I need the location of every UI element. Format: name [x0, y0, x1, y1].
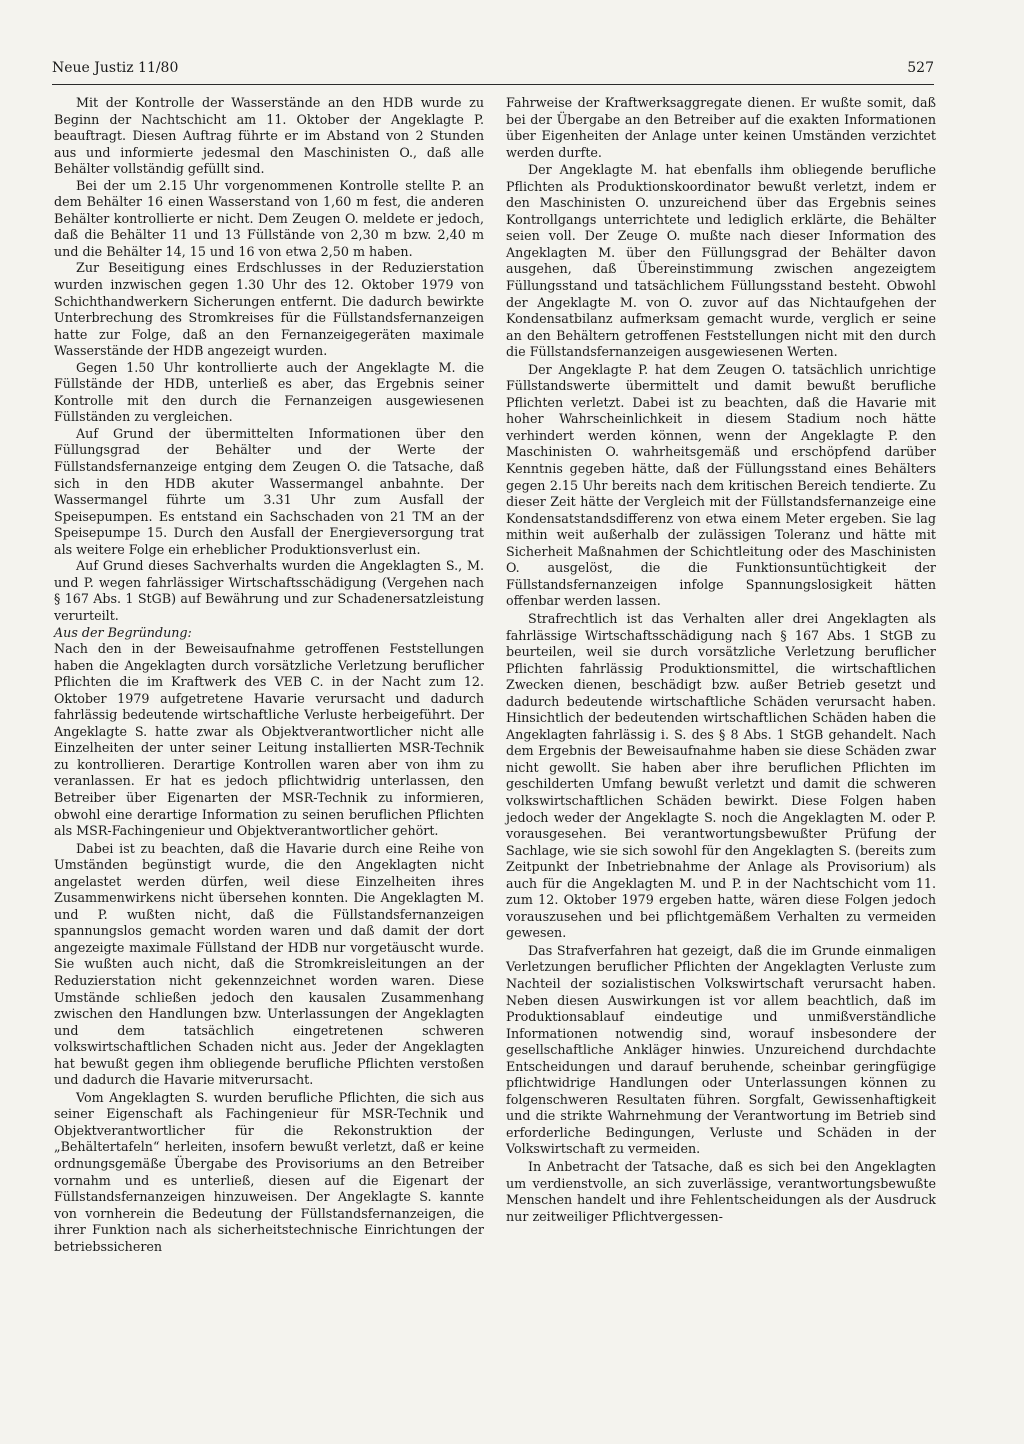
paragraph: Der Angeklagte M. hat ebenfalls ihm obliegende berufliche Pflichten als Produktionskoordinator bewußt verletzt, indem er den Maschinisten O. unzureichend über das Ergebnis seines Kontrollgangs unterrichtete und lediglich erklärte, die Behälter seien voll. Der Zeuge O. mußte nach dieser Information des Angeklagten M. über den Füllungsgrad der Behälter davon ausgehen, daß Übereinstimmung zwischen angezeigtem Füllungsstand und tatsächlichem Füllungsstand besteht. Obwohl der Angeklagte M. von O. zuvor auf das Nichtaufgehen der Kondensatbilanz aufmerksam gemacht wurde, verglich er seine an den Behältern getroffenen Feststellungen nicht mit den durch die Füllstandsfernanzeigen ausgewiesenen Werten. — [506, 162, 936, 360]
section-heading: Aus der Begründung: — [54, 624, 192, 640]
left-column — [54, 95, 484, 1255]
paragraph: Strafrechtlich ist das Verhalten aller drei Angeklagten als fahrlässige Wirtschaftsschädigung nach § 167 Abs. 1 StGB zu beurteilen, weil sie durch vorsätzliche Verletzung beruflicher Pflichten fahrlässig Produktionsmittel, die wirtschaftlichen Zwecken dienen, beschädigt bzw. außer Betrieb gesetzt und dadurch bedeutende wirtschaftliche Schäden verursacht haben. Hinsichtlich der bedeutenden wirtschaftlichen Schäden haben die Angeklagten fahrlässig i. S. des § 8 Abs. 1 StGB gehandelt. Nach dem Ergebnis der Beweisaufnahme haben sie diese Schäden zwar nicht gewollt. Sie haben aber ihre beruflichen Pflichten im geschilderten Umfang bewußt verletzt und damit die schweren volkswirtschaftlichen Schäden bewirkt. Diese Folgen haben jedoch weder der Angeklagte S. noch die Angeklagten M. oder P. vorausgesehen. Bei verantwortungsbewußter Prüfung der Sachlage, wie sie sich sowohl für den Angeklagten S. (bereits zum Zeitpunkt der Inbetriebnahme der Anlage als Provisorium) als auch für die Angeklagten M. und P. in der Nachtschicht vom 11. zum 12. Oktober 1979 ergeben hatte, wären diese Folgen jedoch vorauszusehen und bei pflichtgemäßem Verhalten zu vermeiden gewesen. — [506, 610, 936, 941]
running-head: Neue Justiz 11/80 — [52, 60, 179, 76]
page-header — [52, 60, 934, 84]
paragraph: Dabei ist zu beachten, daß die Havarie durch eine Reihe von Umständen begünstigt wurde, die den Angeklagten nicht angelastet werden dürfen, weil diese Einzelheiten ihres Zusammenwirkens nicht übersehen konnten. Die Angeklagten M. und P. wußten nicht, daß die Füllstandsfernanzeigen spannungslos gemacht worden waren und daß damit der dort angezeigte maximale Füllstand der HDB nur vorgetäuscht wurde. Sie wußten auch nicht, daß die Stromkreisleitungen an der Reduzierstation nicht gekennzeichnet worden waren. Diese Umstände schließen jedoch den kausalen Zusammenhang zwischen den Handlungen bzw. Unterlassungen der Angeklagten und dem tatsächlich eingetretenen schweren volkswirtschaftlichen Schaden nicht aus. Jeder der Angeklagten hat bewußt gegen ihm obliegende berufliche Pflichten verstoßen und dadurch die Havarie mitverursacht. — [54, 840, 484, 1088]
paragraph: Mit der Kontrolle der Wasserstände an den HDB wurde zu Beginn der Nachtschicht am 11. Oktober der Angeklagte P. beauftragt. Diesen Auftrag führte er im Abstand von 2 Stunden aus und informierte jedesmal den Maschinisten O., daß alle Behälter vollständig gefüllt sind. — [54, 95, 484, 177]
paragraph: In Anbetracht der Tatsache, daß es sich bei den Angeklagten um verdienstvolle, an sich zuverlässige, verantwortungsbewußte Menschen handelt und ihre Fehlentscheidungen als der Ausdruck nur zeitweiliger Pflichtvergessen- — [506, 1159, 936, 1224]
paragraph: Auf Grund dieses Sachverhalts wurden die Angeklagten S., M. und P. wegen fahrlässiger Wirtschaftsschädigung (Vergehen nach § 167 Abs. 1 StGB) auf Bewährung und zur Schadenersatzleistung verurteilt. — [54, 558, 484, 623]
right-column — [506, 95, 936, 1225]
paragraph: Gegen 1.50 Uhr kontrollierte auch der Angeklagte M. die Füllstände der HDB, unterließ es aber, das Ergebnis seiner Kontrolle mit den durch die Fernanzeigen ausgewiesenen Füllständen zu vergleichen. — [54, 359, 484, 425]
paragraph: Das Strafverfahren hat gezeigt, daß die im Grunde einmaligen Verletzungen beruflicher Pflichten der Angeklagten Verluste zum Nachteil der sozialistischen Volkswirtschaft verursacht haben. Neben diesen Auswirkungen ist vor allem beachtlich, daß im Produktionsablauf eindeutige und unmißverständliche Informationen notwendig sind, worauf insbesondere der gesellschaftliche Ankläger hinwies. Unzureichend durchdachte Entscheidungen und darauf beruhende, scheinbar geringfügige pflichtwidrige Handlungen oder Unterlassungen können zu folgenschweren Resultaten führen. Sorgfalt, Gewissenhaftigkeit und die strikte Wahrnehmung der Verantwortung im Betrieb sind erforderliche Bedingungen, Verluste und Schäden in der Volkswirtschaft zu vermeiden. — [506, 942, 936, 1157]
paragraph: Der Angeklagte P. hat dem Zeugen O. tatsächlich unrichtige Füllstandswerte übermittelt und damit bewußt berufliche Pflichten verletzt. Dabei ist zu beachten, daß die Havarie mit hoher Wahrscheinlichkeit in diesem Stadium noch hätte verhindert werden können, wenn der Angeklagte P. den Maschinisten O. wahrheitsgemäß und erschöpfend darüber Kenntnis gegeben hätte, daß der Füllungsstand eines Behälters gegen 2.15 Uhr bereits nach dem kritischen Bereich tendierte. Zu dieser Zeit hätte der Vergleich mit der Füllstandsfernanzeige eine Kondensatstandsdifferenz von etwa einem Meter ergeben. Sie lag mithin weit außerhalb der zulässigen Toleranz und hätte mit Sicherheit Maßnahmen der Schichtleitung oder des Maschinisten O. ausgelöst, die die Funktionsuntüchtigkeit der Füllstandsfernanzeigen infolge Spannungslosigkeit hätten offenbar werden lassen. — [506, 361, 936, 609]
header-rule — [52, 84, 934, 85]
paragraph: Auf Grund der übermittelten Informationen über den Füllungsgrad der Behälter und der Werte der Füllstandsfernanzeige entging dem Zeugen O. die Tatsache, daß sich in den HDB akuter Wassermangel anbahnte. Der Wassermangel führte um 3.31 Uhr zum Ausfall der Speisepumpen. Es entstand ein Sachschaden von 21 TM an der Speisepumpe 15. Durch den Ausfall der Energieversorgung trat als weitere Folge ein erheblicher Produktionsverlust ein. — [54, 425, 484, 557]
paragraph: Vom Angeklagten S. wurden berufliche Pflichten, die sich aus seiner Eigenschaft als Fachingenieur für MSR-Technik und Objektverantwortlicher für die Rekonstruktion der „Behältertafeln“ herleiten, insofern bewußt verletzt, daß er keine ordnungsgemäße Übergabe des Provisoriums an den Betreiber vornahm und es unterließ, diesen auf die Eigenart der Füllstandsfernanzeigen hinzuweisen. Der Angeklagte S. kannte von vornherein die Bedeutung der Füllstandsfernanzeigen, die ihrer Funktion nach als sicherheitstechnische Einrichtungen der betriebssicheren — [54, 1089, 484, 1254]
paragraph: Nach den in der Beweisaufnahme getroffenen Feststellungen haben die Angeklagten durch vorsätzliche Verletzung beruflicher Pflichten die im Kraftwerk des VEB C. in der Nacht zum 12. Oktober 1979 aufgetretene Havarie verursacht und dadurch fahrlässig bedeutende wirtschaftliche Verluste herbeigeführt. Der Angeklagte S. hatte zwar als Objektverantwortlicher nicht alle Einzelheiten der unter seiner Leitung installierten MSR-Technik zu kontrollieren. Derartige Kontrollen waren aber von ihm zu veranlassen. Er hat es jedoch pflichtwidrig unterlassen, den Betreiber über Eigenarten der MSR-Technik zu informieren, obwohl eine derartige Information zu seinen beruflichen Pflichten als MSR-Fachingenieur und Objektverantwortlicher gehört. — [54, 641, 484, 839]
paragraph: Fahrweise der Kraftwerksaggregate dienen. Er wußte somit, daß bei der Übergabe an den Betreiber auf die exakten Informationen über Eigenheiten der Anlage unter keinen Umständen verzichtet werden durfte. — [506, 95, 936, 160]
paragraph: Zur Beseitigung eines Erdschlusses in der Reduzierstation wurden inzwischen gegen 1.30 Uhr des 12. Oktober 1979 von Schichthandwerkern Sicherungen entfernt. Die dadurch bewirkte Unterbrechung des Stromkreises für die Füllstandsfernanzeigen hatte zur Folge, daß an den Fernanzeigegeräten maximale Wasserstände der HDB angezeigt wurden. — [54, 260, 484, 359]
paragraph: Bei der um 2.15 Uhr vorgenommenen Kontrolle stellte P. an dem Behälter 16 einen Wasserstand von 1,60 m fest, die anderen Behälter kontrollierte er nicht. Dem Zeugen O. meldete er jedoch, daß die Behälter 11 und 13 Füllstände von 2,30 m bzw. 2,40 m und die Behälter 14, 15 und 16 von etwa 2,50 m haben. — [54, 177, 484, 259]
page-number: 527 — [907, 60, 934, 76]
